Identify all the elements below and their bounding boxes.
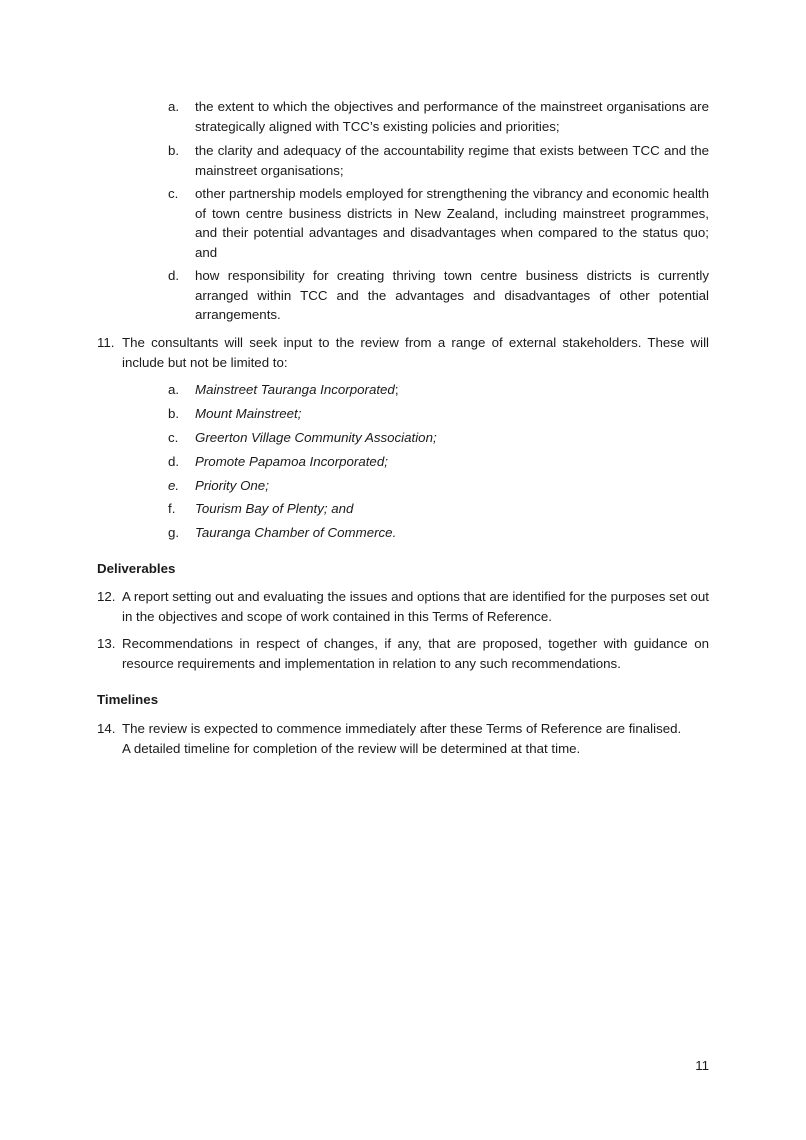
objective-item-a [168,97,709,136]
deliverables-heading: Deliverables [97,561,176,576]
paragraph-line-2: A detailed timeline for completion of the review will be determined at that time. [122,740,581,756]
item-text: other partnership models employed for strengthening the vibrancy and economic health of town centre business districts in New Zealand, including mainstreet programmes, and their potential advantages and disadvantages when compared to the status quo; and [195,186,709,260]
objective-item-b [168,141,709,180]
item-label: d. [168,454,180,469]
item-label: a. [168,99,180,114]
item-label: g. [168,525,180,540]
item-label: b. [168,406,180,421]
paragraph-13 [97,634,709,673]
stakeholder-suffix: ; [394,382,399,397]
item-label: e. [168,478,180,493]
stakeholder-name: Tourism Bay of Plenty; and [195,501,354,516]
item-label: c. [168,430,179,445]
objective-item-c [168,184,709,262]
item-label: a. [168,382,180,397]
paragraph-number: 14. [97,721,116,736]
stakeholder-name: Mainstreet Tauranga Incorporated [195,382,395,397]
paragraph-text: Recommendations in respect of changes, if any, that are proposed, together with guidance on resource requirements and implementation in relation to any such recommendations. [122,636,709,671]
page-number: 11 [695,1058,709,1073]
paragraph-line-1: The review is expected to commence immediately after these Terms of Reference are finalised. [122,721,682,736]
stakeholder-item-a [168,380,709,400]
paragraph-text: The consultants will seek input to the review from a range of external stakeholders. These will include but not be limited to: [122,335,709,370]
stakeholder-item-d [168,452,709,472]
stakeholder-name: Greerton Village Community Association; [195,430,437,445]
paragraph-11 [97,333,709,372]
item-label: c. [168,186,179,201]
paragraph-text [122,719,709,758]
stakeholder-name: Mount Mainstreet; [195,406,302,421]
paragraph-14 [97,719,709,758]
item-label: f. [168,501,176,516]
stakeholder-item-b [168,404,709,424]
item-label: b. [168,143,180,158]
paragraph-number: 13. [97,636,116,651]
item-text: how responsibility for creating thriving town centre business districts is currently arranged within TCC and the advantages and disadvantages of other potential arrangements. [195,268,709,322]
stakeholder-name: Priority One; [195,478,269,493]
stakeholder-item-f [168,499,709,519]
item-text [195,380,709,400]
stakeholder-item-c [168,428,709,448]
timelines-heading: Timelines [97,692,159,707]
paragraph-number: 12. [97,589,116,604]
stakeholder-name: Tauranga Chamber of Commerce. [195,525,397,540]
paragraph-text: A report setting out and evaluating the issues and options that are identified for the purposes set out in the objectives and scope of work contained in this Terms of Reference. [122,589,709,624]
item-text: the extent to which the objectives and performance of the mainstreet organisations are strategically aligned with TCC’s existing policies and priorities; [195,99,709,134]
paragraph-number: 11. [97,335,115,350]
item-text: the clarity and adequacy of the accountability regime that exists between TCC and the mainstreet organisations; [195,143,709,178]
stakeholder-item-g [168,523,709,543]
stakeholder-name: Promote Papamoa Incorporated; [195,454,388,469]
stakeholder-item-e [168,476,709,496]
objective-item-d [168,266,709,325]
paragraph-12 [97,587,709,626]
item-label: d. [168,268,180,283]
